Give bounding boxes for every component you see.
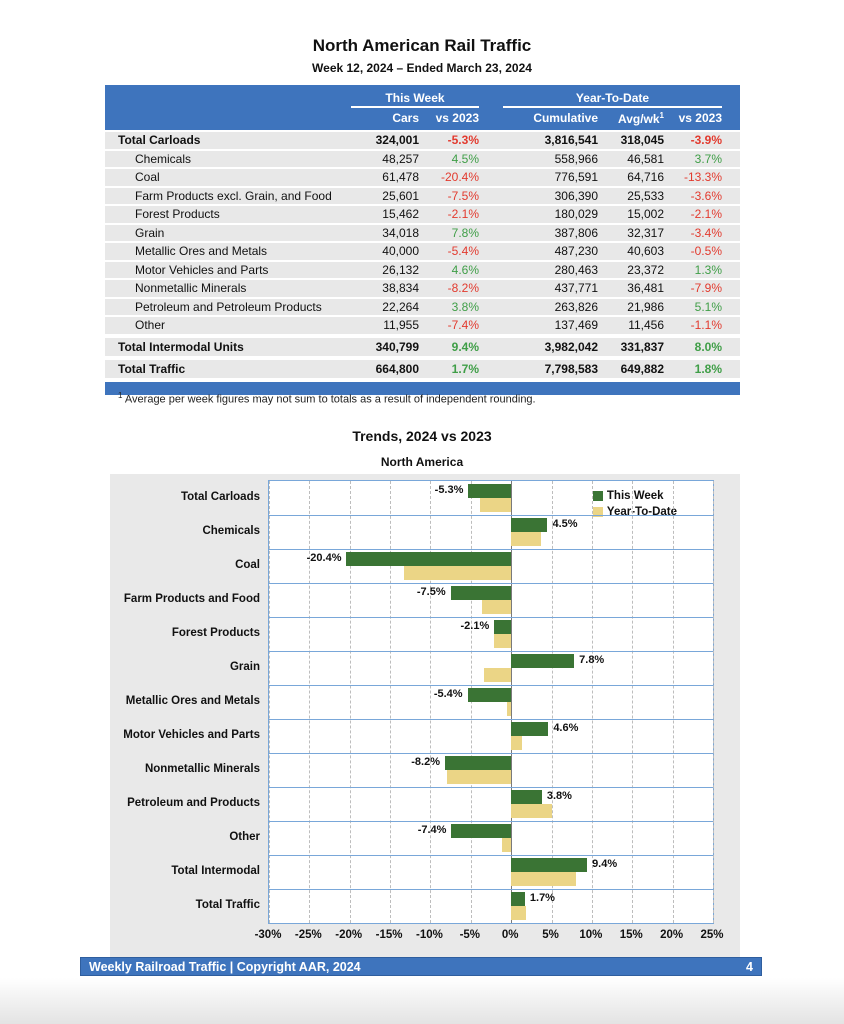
x-tick-label: 15% [619,929,643,941]
cars-value: 38,834 [382,281,419,296]
chart-category-label: Total Intermodal [171,865,260,877]
bar-value-label: 4.6% [553,722,579,734]
chart-x-axis [254,929,724,946]
table-row [105,360,740,378]
bar-year-to-date [447,770,511,784]
week-vs-value: 3.8% [451,299,479,314]
bar-year-to-date [511,736,521,750]
table-row [105,262,740,279]
bar-this-week [511,518,547,532]
row-label: Forest Products [135,207,220,222]
x-tick-label: -10% [416,929,443,941]
bar-value-label: -5.4% [433,688,463,700]
cumulative-value: 3,982,042 [544,339,598,354]
row-label: Total Traffic [118,361,186,376]
column-header-ytd-vs: vs 2023 [678,111,722,125]
bar-this-week [468,688,512,702]
x-tick-label: 20% [660,929,684,941]
row-label: Grain [135,225,165,240]
ytd-vs-value: -7.9% [690,281,722,296]
chart-row [269,685,713,720]
bar-year-to-date [511,872,576,886]
cars-value: 340,799 [375,339,419,354]
cars-value: 22,264 [382,299,419,314]
legend-label-ytd: Year-To-Date [606,506,677,518]
chart-category-label: Nonmetallic Minerals [144,763,260,775]
gridline [713,481,714,923]
bar-year-to-date [511,532,541,546]
cumulative-value: 437,771 [554,281,598,296]
week-vs-value: 9.4% [451,339,479,354]
bar-year-to-date [511,906,526,920]
bar-this-week [468,484,511,498]
week-vs-value: 1.7% [451,361,479,376]
week-vs-value: -2.1% [447,207,479,222]
cars-value: 25,601 [382,188,419,203]
footer-page-number: 4 [746,959,753,974]
page-footer [80,957,762,976]
table-row [105,188,740,205]
chart-row [269,889,713,923]
page-title: North American Rail Traffic [312,36,532,55]
chart-plot-area [268,480,714,924]
table-row [105,243,740,260]
cumulative-value: 263,826 [554,299,598,314]
bar-value-label: 3.8% [546,790,572,802]
bar-year-to-date [482,600,511,614]
table-row [105,338,740,356]
bar-this-week [445,756,511,770]
trends-chart [110,474,740,957]
column-header-avg-wk: Avg/$wk^1$ [617,110,664,126]
table-row [105,280,740,297]
chart-title: Trends, 2024 vs 2023 [352,428,492,444]
table-body [105,132,740,378]
row-label: Nonmetallic Minerals [135,281,247,296]
bar-value-label: 7.8% [579,654,605,666]
page-subtitle: Week 12, 2024 – Ended March 23, 2024 [312,61,532,75]
table-row [105,225,740,242]
x-tick-label: -25% [294,929,322,941]
chart-row [269,481,713,516]
ytd-vs-value: 3.7% [694,151,722,166]
bar-this-week [511,722,548,736]
ytd-vs-value: -3.6% [690,188,722,203]
row-label: Total Carloads [118,133,201,148]
footer-title: Weekly Railroad Traffic | Copyright AAR, 2024 [89,959,361,974]
bar-year-to-date [480,498,511,512]
chart-row [269,821,713,856]
avg-wk-value: 46,581 [627,151,664,166]
bar-value-label: -8.2% [411,756,440,768]
week-vs-value: -7.4% [447,318,479,333]
cars-value: 664,800 [375,361,419,376]
ytd-vs-value: 5.1% [694,299,722,314]
cars-value: 26,132 [382,262,419,277]
bar-value-label: -5.3% [434,484,464,496]
week-vs-value: -5.3% [447,133,479,148]
cumulative-value: 387,806 [554,225,598,240]
table-footnote [118,391,536,406]
ytd-vs-value: -0.5% [690,244,722,259]
chart-category-label: Motor Vehicles and Parts [123,729,260,741]
footnote-text: Average per week figures may not sum to totals as a result of independent rounding. [122,393,536,406]
week-vs-value: 4.6% [451,262,479,277]
cumulative-value: 280,463 [554,262,598,277]
bar-this-week [346,552,511,566]
ytd-vs-value: -3.9% [690,133,722,148]
chart-row [269,651,713,686]
week-vs-value: -8.2% [447,281,479,296]
cumulative-value: 306,390 [554,188,598,203]
group-header-this-week: This Week [351,91,479,108]
bar-value-label: -7.5% [416,586,446,598]
row-label: Metallic Ores and Metals [135,244,268,259]
avg-wk-value: 331,837 [620,339,664,354]
x-tick-label: -30% [254,929,282,941]
table-row [105,169,740,186]
table-row [105,206,740,223]
week-vs-value: -7.5% [447,188,479,203]
avg-wk-footnote-marker: 1 [659,110,664,120]
row-label: Motor Vehicles and Parts [135,262,269,277]
ytd-vs-value: -3.4% [690,225,722,240]
table-row [105,317,740,334]
chart-category-label: Farm Products and Food [123,593,260,605]
chart-row [269,617,713,652]
ytd-vs-value: -2.1% [690,207,722,222]
chart-category-labels [110,480,260,922]
table-header [105,85,740,130]
bar-this-week [451,824,511,838]
avg-wk-value: 32,317 [627,225,664,240]
avg-wk-value: 25,533 [627,188,664,203]
row-label: Petroleum and Petroleum Products [135,299,322,314]
avg-wk-value: 36,481 [627,281,664,296]
ytd-vs-value: 1.8% [694,361,722,376]
ytd-vs-value: 1.3% [694,262,722,277]
column-header-cumulative: Cumulative [533,111,598,125]
page-bottom-shade [0,978,844,1024]
avg-wk-value: 649,882 [620,361,664,376]
chart-category-label: Petroleum and Products [127,797,260,809]
x-tick-label: 5% [542,929,559,941]
chart-category-label: Grain [229,661,260,673]
chart-category-label: Coal [235,559,260,571]
row-label: Chemicals [135,151,192,166]
week-vs-value: -20.4% [440,170,479,185]
ytd-vs-value: -13.3% [683,170,722,185]
cumulative-value: 487,230 [554,244,598,259]
table-group-header-row [105,88,722,108]
bar-value-label: -20.4% [306,552,342,564]
chart-category-label: Total Carloads [180,491,260,503]
chart-row [269,787,713,822]
cumulative-value: 180,029 [554,207,598,222]
row-label: Farm Products excl. Grain, and Food [135,188,332,203]
chart-category-label: Metallic Ores and Metals [125,695,260,707]
cumulative-value: 137,469 [554,318,598,333]
chart-category-label: Total Traffic [195,899,260,911]
chart-category-label: Forest Products [171,627,260,639]
cumulative-value: 776,591 [554,170,598,185]
footnote-marker: 1 [118,391,123,400]
bar-value-label: -2.1% [460,620,490,632]
cumulative-value: 558,966 [554,151,598,166]
bar-year-to-date [507,702,511,716]
rail-traffic-table [105,85,740,395]
table-column-header-row [105,108,722,128]
cars-value: 61,478 [382,170,419,185]
bar-year-to-date [502,838,511,852]
bar-value-label: -7.4% [417,824,447,836]
legend-label-this-week: This Week [606,490,664,502]
avg-wk-value: 21,986 [627,299,664,314]
table-row [105,299,740,316]
avg-wk-value: 15,002 [627,207,664,222]
group-header-ytd: Year-To-Date [503,91,722,108]
chart-category-label: Chemicals [202,525,260,537]
row-label: Total Intermodal Units [118,339,244,354]
bar-value-label: 4.5% [552,518,578,530]
chart-row [269,515,713,550]
chart-row [269,719,713,754]
bar-year-to-date [404,566,511,580]
table-row [105,151,740,168]
column-header-cars: Cars [392,111,419,125]
x-tick-label: -5% [459,929,481,941]
avg-wk-value: 64,716 [627,170,664,185]
chart-row [269,753,713,788]
bar-year-to-date [511,804,552,818]
bar-this-week [494,620,511,634]
ytd-vs-value: -1.1% [690,318,722,333]
cumulative-value: 3,816,541 [544,133,598,148]
cumulative-value: 7,798,583 [544,361,598,376]
bar-this-week [511,790,542,804]
chart-row [269,583,713,618]
chart-subtitle: North America [380,455,464,469]
row-label: Coal [135,170,160,185]
avg-wk-value: 11,456 [628,318,664,333]
bar-this-week [511,654,574,668]
week-vs-value: 4.5% [451,151,479,166]
cars-value: 324,001 [375,133,419,148]
bar-this-week [511,858,587,872]
avg-wk-value: 318,045 [620,133,664,148]
chart-row [269,855,713,890]
cars-value: 11,955 [383,318,419,333]
week-vs-value: -5.4% [447,244,479,259]
bar-value-label: 1.7% [529,892,555,904]
bar-year-to-date [494,634,511,648]
bar-this-week [511,892,525,906]
x-tick-label: -20% [335,929,363,941]
column-header-week-vs: vs 2023 [435,111,479,125]
row-label: Other [135,318,166,333]
avg-wk-value: 40,603 [627,244,664,259]
x-tick-label: -15% [375,929,403,941]
x-tick-label: 25% [700,929,724,941]
chart-row [269,549,713,584]
chart-category-label: Other [229,831,260,843]
avg-wk-value: 23,372 [627,262,664,277]
cars-value: 15,462 [382,207,419,222]
week-vs-value: 7.8% [451,225,479,240]
bar-this-week [451,586,512,600]
x-tick-label: 10% [579,929,603,941]
ytd-vs-value: 8.0% [694,339,722,354]
cars-value: 48,257 [382,151,419,166]
bar-year-to-date [484,668,511,682]
cars-value: 40,000 [382,244,419,259]
table-row [105,132,740,149]
x-tick-label: 0% [501,929,519,941]
bar-value-label: 9.4% [592,858,618,870]
cars-value: 34,018 [382,225,419,240]
